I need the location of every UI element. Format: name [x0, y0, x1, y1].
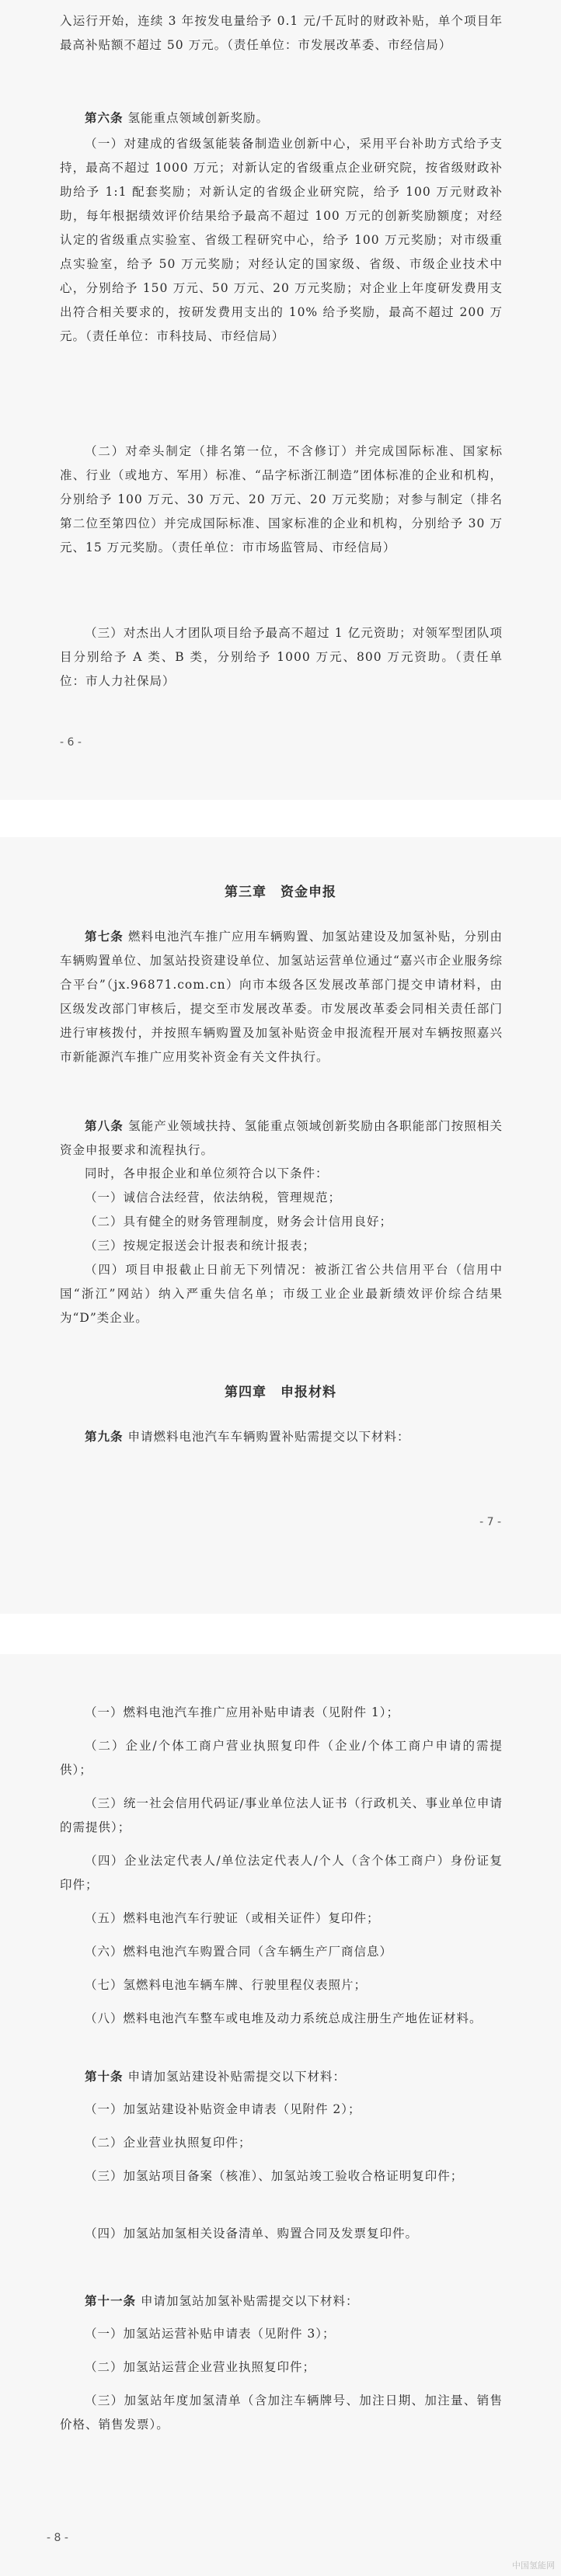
station-material-4: （四）加氢站加氢相关设备清单、购置合同及发票复印件。 — [85, 2227, 419, 2241]
hydrogen-material-3: （三）加氢站年度加氢清单（含加注车辆牌号、加注日期、加注量、销售价格、销售发票）。 — [60, 2393, 503, 2432]
watermark-logo: 中国氢能网 — [512, 2560, 555, 2571]
article-10-label: 第十条 — [85, 2069, 124, 2084]
article-6-label: 第六条 — [85, 110, 124, 125]
page-8 — [0, 1654, 561, 2576]
condition-4: （四）项目申报截止日前无下列情况：被浙江省公共信用平台（信用中国“浙江”网站）纳入严重失信名单；市级工业企业最新绩效评价综合结果为“D”类企业。 — [60, 1263, 503, 1325]
page-number-8: - 8 - — [47, 2532, 68, 2544]
material-3: （三）统一社会信用代码证/事业单位法人证书（行政机关、事业单位申请的需提供）； — [60, 1796, 503, 1834]
article-9-text: 申请燃料电池汽车车辆购置补贴需提交以下材料： — [127, 1430, 410, 1444]
station-material-3: （三）加氢站项目备案（核准）、加氢站竣工验收合格证明复印件； — [85, 2169, 464, 2183]
article-10 — [60, 2064, 503, 2089]
material-2: （二）企业/个体工商户营业执照复印件（企业/个体工商户申请的需提供）； — [60, 1739, 503, 1777]
page6-paragraph-1: 入运行开始，连续 3 年按发电量给予 0.1 元/千瓦时的财政补贴，单个项目年最高补贴额不超过 50 万元。（责任单位：市发展改革委、市经信局） — [60, 14, 503, 52]
station-material-1: （一）加氢站建设补贴资金申请表（见附件 2）； — [85, 2102, 361, 2116]
page6-item-3: （三）对杰出人才团队项目给予最高不超过 1 亿元资助；对领军型团队项目分别给予 A 类、B 类，分别给予 1000 万元、800 万元资助。（责任单位：市人力社保局） — [60, 626, 503, 688]
chapter-3-title: 第三章 资金申报 — [225, 885, 336, 900]
material-6: （六）燃料电池汽车购置合同（含车辆生产厂商信息） — [85, 1945, 393, 1959]
material-5: （五）燃料电池汽车行驶证（或相关证件）复印件； — [85, 1911, 380, 1925]
material-7: （七）氢燃料电池车辆车牌、行驶里程仪表照片； — [85, 1978, 368, 1992]
station-material-2: （二）企业营业执照复印件； — [85, 2136, 252, 2150]
page-gap-2 — [0, 1614, 561, 1654]
material-1: （一）燃料电池汽车推广应用补贴申请表（见附件 1）； — [85, 1705, 400, 1719]
page-number-6: - 6 - — [60, 736, 82, 749]
hydrogen-material-1: （一）加氢站运营补贴申请表（见附件 3）； — [85, 2327, 336, 2341]
article-11-label: 第十一条 — [85, 2293, 137, 2308]
article-7 — [60, 924, 503, 1069]
page-gap-1 — [0, 800, 561, 837]
condition-1: （一）诚信合法经营，依法纳税，管理规范； — [85, 1191, 342, 1205]
article-8-text: 氢能产业领域扶持、氢能重点领域创新奖励由各职能部门按照相关资金申报要求和流程执行。 — [60, 1119, 503, 1157]
article-10-text: 申请加氢站建设补贴需提交以下材料： — [127, 2070, 346, 2084]
article-6-text: 氢能重点领域创新奖励。 — [127, 111, 269, 125]
page-7 — [0, 837, 561, 1614]
condition-3: （三）按规定报送会计报表和统计报表； — [85, 1239, 316, 1253]
conditions-intro: 同时，各申报企业和单位须符合以下条件： — [85, 1166, 329, 1180]
article-7-label: 第七条 — [85, 929, 124, 944]
article-8 — [60, 1114, 503, 1163]
page-number-7: - 7 - — [479, 1516, 501, 1528]
page6-item-1: （一）对建成的省级氢能装备制造业创新中心，采用平台补助方式给予支持，最高不超过 1000 万元；对新认定的省级重点企业研究院，按省级财政补助给予 1:1 配套奖励；对新认定的省级企业研究院，给予 100 万元财政补助，每年根据绩效评价结果给予最高不超过 100 万元的创新奖励额度；对经认定的省级重点实验室、省级工程研究中心，给予 100 万元奖励；对市级重点实验室，给予 50 万元奖励；对经认定的国家级、省级、市级企业技术中心，分别给予 150 万元、50 万元、20 万元奖励；对企业上年度研发费用支出符合相关要求的，按研发费用支出的 10% 给予奖励，最高不超过 200 万元。（责任单位：市科技局、市经信局） — [60, 137, 503, 343]
hydrogen-material-2: （二）加氢站运营企业营业执照复印件； — [85, 2360, 316, 2374]
page-6 — [0, 0, 561, 800]
article-9-label: 第九条 — [85, 1429, 124, 1444]
material-4: （四）企业法定代表人/单位法定代表人/个人（含个体工商户）身份证复印件； — [60, 1854, 503, 1892]
article-8-label: 第八条 — [85, 1118, 124, 1133]
article-9 — [60, 1424, 503, 1449]
chapter-4-title: 第四章 申报材料 — [225, 1385, 336, 1400]
article-11-text: 申请加氢站加氢补贴需提交以下材料： — [140, 2294, 359, 2308]
article-6 — [60, 106, 503, 130]
condition-2: （二）具有健全的财务管理制度，财务会计信用良好； — [85, 1215, 393, 1229]
page6-item-2: （二）对牵头制定（排名第一位，不含修订）并完成国际标准、国家标准、行业（或地方、军用）标准、“品字标浙江制造”团体标准的企业和机构，分别给予 100 万元、30 万元、20 万元、20 万元奖励；对参与制定（排名第二位至第四位）并完成国际标准、国家标准的企业和机构，分别给予 30 万元、15 万元奖励。（责任单位：市市场监管局、市经信局） — [60, 444, 503, 554]
material-8: （八）燃料电池汽车整车或电堆及动力系统总成注册生产地佐证材料。 — [85, 2011, 483, 2025]
article-7-text: 燃料电池汽车推广应用车辆购置、加氢站建设及加氢补贴，分别由车辆购置单位、加氢站投资建设单位、加氢站运营单位通过“嘉兴市企业服务综合平台”（jx.96871.com.cn）向市本级各区发展改革部门提交申请材料，由区级发改部门审核后，提交至市发展改革委。市发展改革委会同相关责任部门进行审核拨付，并按照车辆购置及加氢补贴资金申报流程开展对车辆按照嘉兴市新能源汽车推广应用奖补资金有关文件执行。 — [60, 930, 503, 1064]
article-11 — [60, 2289, 503, 2314]
